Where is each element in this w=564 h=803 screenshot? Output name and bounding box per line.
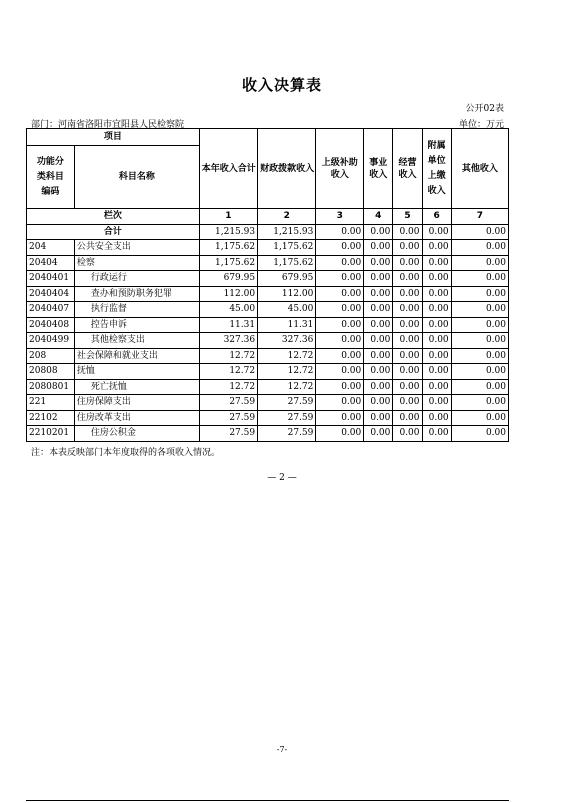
col-num: 4 [364,209,393,225]
code-cell: 2080801 [27,379,75,395]
table-row [27,348,509,364]
value-cell: 27.59 [199,410,257,426]
code-cell: 2210201 [27,426,75,442]
table-row [27,426,509,442]
value-cell: 0.00 [422,271,451,287]
value-cell: 0.00 [316,364,364,380]
name-cell: 行政运行 [74,271,199,287]
value-cell: 0.00 [316,255,364,271]
table-row [27,302,509,318]
value-cell: 327.36 [258,333,316,349]
header-fiscal: 财政拨款收入 [258,129,316,209]
header-business: 事业收入 [364,129,393,209]
value-cell: 0.00 [393,302,422,318]
value-cell: 112.00 [258,286,316,302]
table-row [27,410,509,426]
header-item: 项目 [27,129,200,146]
col-num: 2 [258,209,316,225]
value-cell: 0.00 [364,364,393,380]
value-cell: 0.00 [316,317,364,333]
name-cell: 抚恤 [74,364,199,380]
value-cell: 12.72 [199,379,257,395]
value-cell: 0.00 [422,364,451,380]
name-cell: 其他检察支出 [74,333,199,349]
value-cell: 0.00 [393,317,422,333]
header-affiliated: 附属单位上缴收入 [422,129,451,209]
value-cell: 1,175.62 [199,255,257,271]
value-cell: 1,175.62 [258,255,316,271]
value-cell: 0.00 [393,333,422,349]
code-cell: 2040404 [27,286,75,302]
code-cell: 2040408 [27,317,75,333]
col-num: 5 [393,209,422,225]
name-cell: 查办和预防职务犯罪 [74,286,199,302]
value-cell: 0.00 [393,426,422,442]
value-cell: 0.00 [422,255,451,271]
name-cell: 公共安全支出 [74,240,199,256]
value-cell: 0.00 [364,426,393,442]
name-cell: 控告申诉 [74,317,199,333]
table-row [27,317,509,333]
value-cell: 0.00 [316,240,364,256]
total-cell: 0.00 [451,224,508,240]
value-cell: 0.00 [393,271,422,287]
total-cell: 1,215.93 [258,224,316,240]
table-row [27,271,509,287]
table-row [27,240,509,256]
value-cell: 1,175.62 [258,240,316,256]
value-cell: 0.00 [316,379,364,395]
code-cell: 20404 [27,255,75,271]
value-cell: 0.00 [316,348,364,364]
value-cell: 679.95 [199,271,257,287]
value-cell: 0.00 [422,240,451,256]
value-cell: 1,175.62 [199,240,257,256]
code-cell: 22102 [27,410,75,426]
value-cell: 0.00 [364,395,393,411]
value-cell: 0.00 [451,317,508,333]
table-row [27,333,509,349]
table-note: 注：本表反映部门本年度取得的各项收入情况。 [31,448,221,458]
table-row [27,379,509,395]
header-operating: 经营收入 [393,129,422,209]
value-cell: 679.95 [258,271,316,287]
total-cell: 0.00 [364,224,393,240]
value-cell: 0.00 [422,395,451,411]
header-total: 本年收入合计 [199,129,257,209]
value-cell: 27.59 [258,395,316,411]
name-cell: 社会保障和就业支出 [74,348,199,364]
value-cell: 12.72 [258,364,316,380]
value-cell: 11.31 [258,317,316,333]
value-cell: 0.00 [451,410,508,426]
value-cell: 11.31 [199,317,257,333]
header-name: 科目名称 [74,146,199,209]
unit-label: 单位：万元 [458,120,504,130]
page-number: -7- [276,745,288,754]
value-cell: 0.00 [451,348,508,364]
table-row [27,395,509,411]
header-col-label: 栏次 [27,209,200,225]
total-cell: 0.00 [316,224,364,240]
value-cell: 27.59 [258,410,316,426]
value-cell: 45.00 [258,302,316,318]
value-cell: 0.00 [422,348,451,364]
value-cell: 27.59 [199,395,257,411]
value-cell: 0.00 [393,395,422,411]
value-cell: 0.00 [422,426,451,442]
col-num: 1 [199,209,257,225]
value-cell: 0.00 [316,286,364,302]
header-other: 其他收入 [451,129,508,209]
table-row [27,364,509,380]
name-cell: 检察 [74,255,199,271]
value-cell: 0.00 [451,255,508,271]
code-cell: 208 [27,348,75,364]
name-cell: 执行监督 [74,302,199,318]
name-cell: 住房改革支出 [74,410,199,426]
value-cell: 0.00 [451,240,508,256]
value-cell: 27.59 [258,426,316,442]
section-page-number: — 2 — [267,473,297,483]
value-cell: 0.00 [316,302,364,318]
total-cell: 0.00 [393,224,422,240]
total-label: 合计 [27,224,200,240]
value-cell: 0.00 [364,333,393,349]
income-table [26,128,509,442]
value-cell: 0.00 [316,271,364,287]
value-cell: 12.72 [199,348,257,364]
value-cell: 112.00 [199,286,257,302]
col-num: 6 [422,209,451,225]
value-cell: 12.72 [199,364,257,380]
value-cell: 0.00 [451,333,508,349]
value-cell: 45.00 [199,302,257,318]
header-code: 功能分类科目编码 [27,146,75,209]
code-cell: 20808 [27,364,75,380]
value-cell: 0.00 [316,410,364,426]
value-cell: 0.00 [393,240,422,256]
value-cell: 0.00 [316,395,364,411]
value-cell: 0.00 [316,426,364,442]
value-cell: 0.00 [364,286,393,302]
value-cell: 0.00 [451,286,508,302]
value-cell: 0.00 [422,410,451,426]
name-cell: 死亡抚恤 [74,379,199,395]
name-cell: 住房保障支出 [74,395,199,411]
value-cell: 0.00 [422,302,451,318]
value-cell: 12.72 [258,348,316,364]
total-cell: 1,215.93 [199,224,257,240]
value-cell: 0.00 [364,348,393,364]
code-cell: 2040499 [27,333,75,349]
value-cell: 0.00 [422,317,451,333]
table-row [27,255,509,271]
value-cell: 0.00 [393,348,422,364]
value-cell: 0.00 [451,379,508,395]
value-cell: 0.00 [364,410,393,426]
form-number: 公开02表 [465,104,504,114]
value-cell: 0.00 [364,240,393,256]
value-cell: 0.00 [393,364,422,380]
value-cell: 0.00 [451,426,508,442]
code-cell: 2040401 [27,271,75,287]
table-row [27,286,509,302]
value-cell: 0.00 [451,364,508,380]
value-cell: 0.00 [364,302,393,318]
code-cell: 221 [27,395,75,411]
name-cell: 住房公积金 [74,426,199,442]
bottom-rule [26,800,509,801]
value-cell: 27.59 [199,426,257,442]
col-num: 7 [451,209,508,225]
value-cell: 0.00 [451,271,508,287]
total-cell: 0.00 [422,224,451,240]
page-title: 收入决算表 [241,76,322,94]
value-cell: 327.36 [199,333,257,349]
code-cell: 2040407 [27,302,75,318]
value-cell: 12.72 [258,379,316,395]
value-cell: 0.00 [364,317,393,333]
value-cell: 0.00 [316,333,364,349]
department-label: 部门：河南省洛阳市宜阳县人民检察院 [31,120,185,130]
header-superior: 上级补助收入 [316,129,364,209]
value-cell: 0.00 [451,395,508,411]
value-cell: 0.00 [393,410,422,426]
value-cell: 0.00 [393,379,422,395]
value-cell: 0.00 [393,255,422,271]
value-cell: 0.00 [422,333,451,349]
value-cell: 0.00 [422,379,451,395]
total-row [27,224,509,240]
value-cell: 0.00 [364,255,393,271]
value-cell: 0.00 [422,286,451,302]
col-num: 3 [316,209,364,225]
value-cell: 0.00 [364,379,393,395]
value-cell: 0.00 [451,302,508,318]
code-cell: 204 [27,240,75,256]
value-cell: 0.00 [393,286,422,302]
value-cell: 0.00 [364,271,393,287]
